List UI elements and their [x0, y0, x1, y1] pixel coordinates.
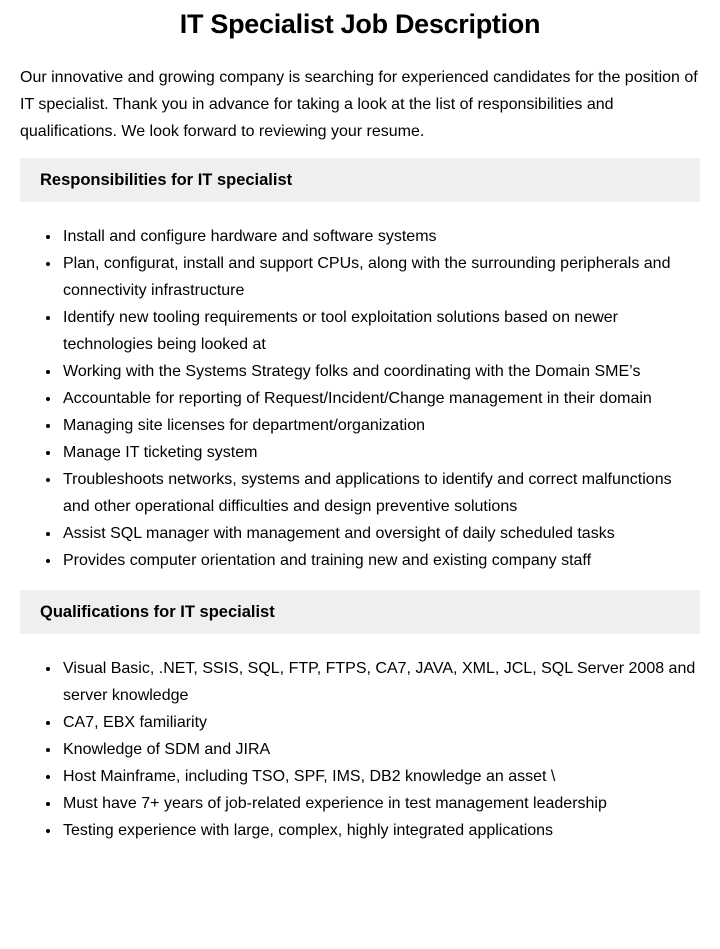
list-item: • Visual Basic, .NET, SSIS, SQL, FTP, FTPS, CA7, JAVA, XML, JCL, SQL Server 2008 and server knowledge: [61, 655, 700, 709]
responsibilities-list: [20, 223, 700, 574]
list-item: • Assist SQL manager with management and oversight of daily scheduled tasks: [61, 520, 700, 547]
list-item: • Working with the Systems Strategy folks and coordinating with the Domain SME’s: [61, 358, 700, 385]
list-item: • Must have 7+ years of job-related experience in test management leadership: [61, 790, 700, 817]
list-item: • Install and configure hardware and software systems: [61, 223, 700, 250]
section-heading-text: Qualifications for IT specialist: [40, 603, 275, 622]
qualifications-list: [20, 655, 700, 844]
list-item: • Managing site licenses for department/organization: [61, 412, 700, 439]
list-item: • Manage IT ticketing system: [61, 439, 700, 466]
section-heading-text: Responsibilities for IT specialist: [40, 171, 293, 190]
list-item: • CA7, EBX familiarity: [61, 709, 700, 736]
section-header-qualifications: [20, 590, 700, 634]
list-item: • Provides computer orientation and training new and existing company staff: [61, 547, 700, 574]
list-item: • Host Mainframe, including TSO, SPF, IMS, DB2 knowledge an asset \: [61, 763, 700, 790]
intro-paragraph: Our innovative and growing company is searching for experienced candidates for the position of IT specialist. Thank you in advance for taking a look at the list of responsibilities and qualifications. We look forward to reviewing your resume.: [20, 69, 698, 141]
list-item: • Knowledge of SDM and JIRA: [61, 736, 700, 763]
list-item: • Plan, configurat, install and support CPUs, along with the surrounding peripherals and connectivity infrastructure: [61, 250, 700, 304]
list-item: • Identify new tooling requirements or tool exploitation solutions based on newer technologies being looked at: [61, 304, 700, 358]
page-title: IT Specialist Job Description: [179, 9, 541, 39]
section-header-responsibilities: [20, 158, 700, 202]
list-item: • Testing experience with large, complex, highly integrated applications: [61, 817, 700, 844]
list-item: • Troubleshoots networks, systems and applications to identify and correct malfunctions and other operational difficulties and design preventive solutions: [61, 466, 700, 520]
list-item: • Accountable for reporting of Request/Incident/Change management in their domain: [61, 385, 700, 412]
